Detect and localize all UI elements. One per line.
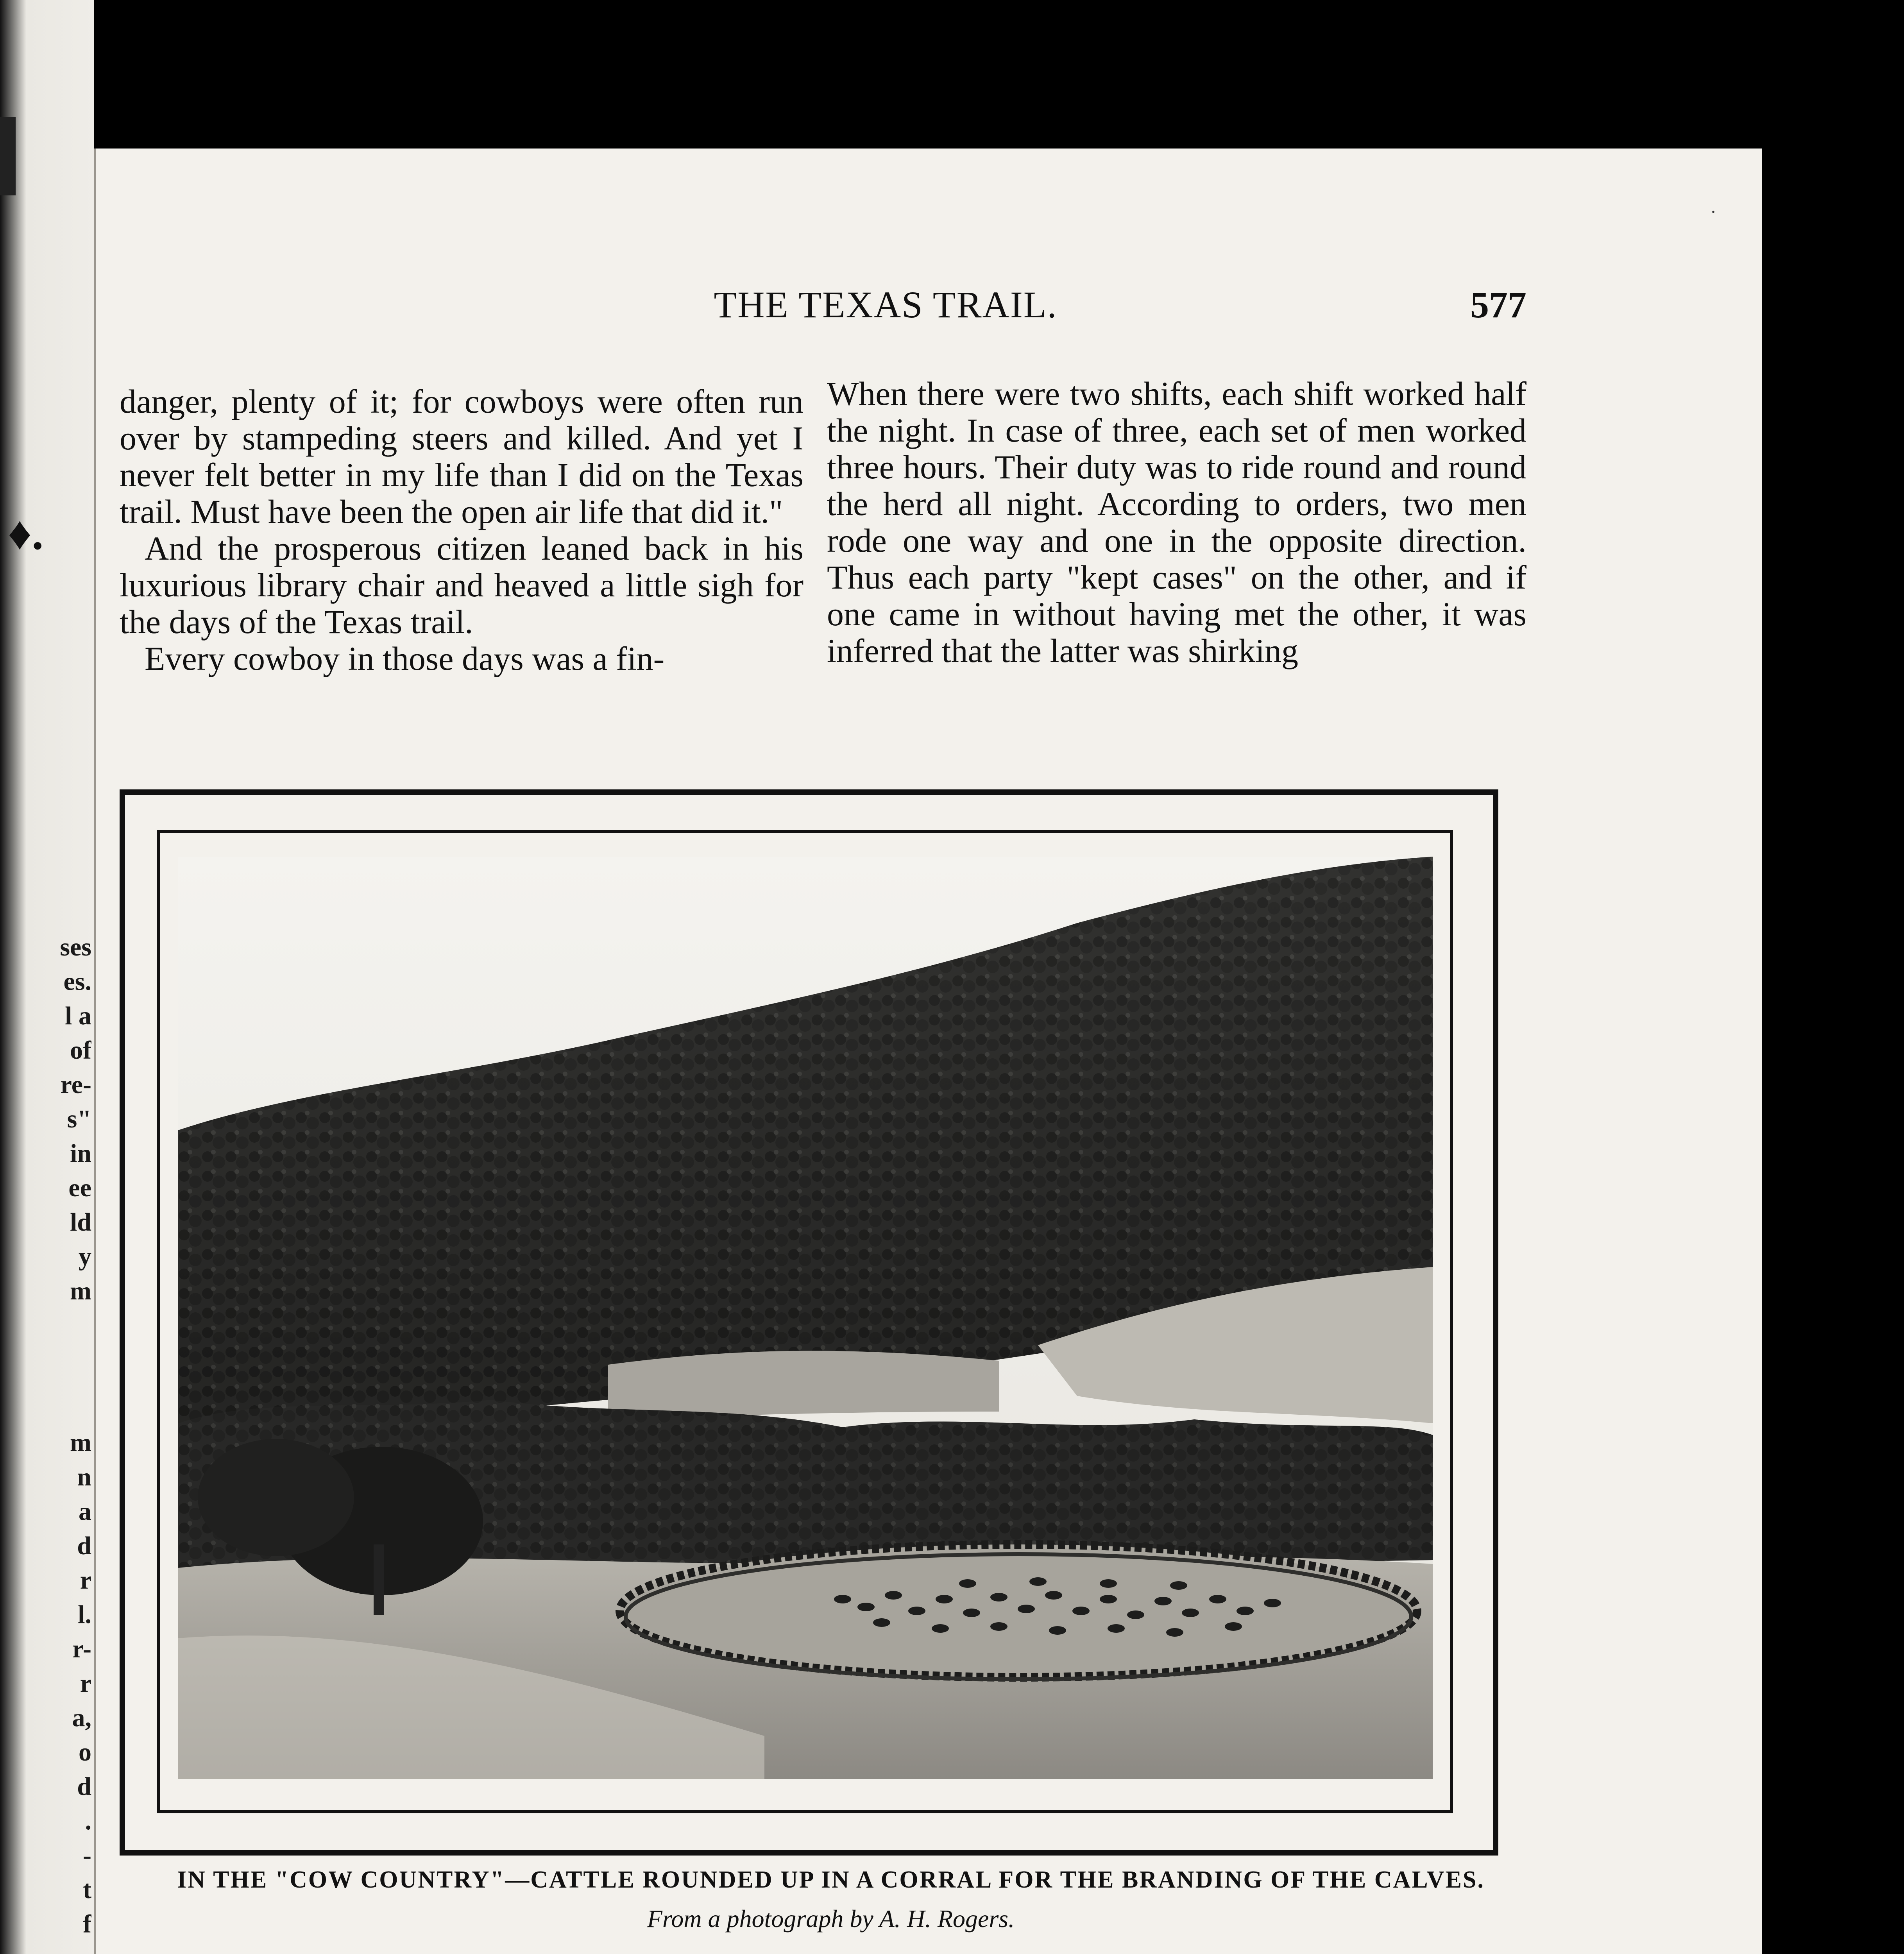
- adjacent-page-fragment: o: [79, 1738, 91, 1766]
- adjacent-page-fragment: r-: [72, 1635, 91, 1663]
- adjacent-page-text-fragments: [45, 930, 91, 1941]
- adjacent-page-fragment: f: [83, 1910, 91, 1938]
- scan-edge-mark: [0, 117, 16, 195]
- adjacent-page-fragment: re-: [60, 1070, 91, 1099]
- photo-outer-frame: [120, 789, 1498, 1856]
- adjacent-page-fragment: a,: [72, 1703, 91, 1732]
- adjacent-page-edge: [0, 0, 94, 1954]
- adjacent-page-fragment: d: [77, 1772, 91, 1801]
- adjacent-page-fragment: es.: [63, 967, 91, 996]
- adjacent-page-fragment: t: [83, 1875, 91, 1904]
- adjacent-page-fragment: m: [70, 1277, 91, 1305]
- adjacent-page-mark: ♦.: [8, 507, 44, 559]
- adjacent-page-fragment: l a: [65, 1002, 91, 1030]
- adjacent-page-fragment: y: [79, 1242, 91, 1271]
- running-header-title: THE TEXAS TRAIL.: [714, 284, 1058, 326]
- page-speck: ·: [1710, 202, 1716, 222]
- paragraph: danger, plenty of it; for cowboys were often run over by stampeding steers and killed. And yet I never felt better in my life than I did on the Texas trail. Must have been the open air life that did it.": [120, 383, 803, 530]
- adjacent-page-fragment: s": [67, 1105, 91, 1133]
- adjacent-page-fragment: ld: [70, 1208, 91, 1236]
- fragment-gap: [45, 1308, 91, 1426]
- figure-credit: From a photograph by A. H. Rogers.: [647, 1905, 1015, 1933]
- adjacent-page-fragment: .: [85, 1807, 91, 1835]
- adjacent-page-fragment: -: [83, 1841, 91, 1870]
- paragraph: And the prosperous citizen leaned back in his luxurious library chair and heaved a little sigh for the days of the Texas trail.: [120, 530, 803, 641]
- adjacent-page-fragment: ses: [60, 933, 91, 961]
- figure-caption: IN THE "COW COUNTRY"—CATTLE ROUNDED UP IN A CORRAL FOR THE BRANDING OF THE CALVES.: [177, 1866, 1485, 1893]
- paragraph: Every cowboy in those days was a fin-: [145, 640, 665, 677]
- adjacent-page-fragment: in: [70, 1139, 91, 1168]
- corral-photograph-image: [178, 857, 1433, 1779]
- paragraph: When there were two shifts, each shift worked half the night. In case of three, each set of men worked three hours. Their duty was to ride round and round the herd all night. According to orders, two men rode one way and one in the opposite direction. Thus each party "kept cases" on the other, and if one came in without having met the other, it was inferred that the latter was shirking: [827, 375, 1526, 669]
- photo-plate: [120, 789, 1526, 1954]
- corral-photograph: [178, 857, 1433, 1779]
- page-number: 577: [1470, 284, 1526, 326]
- adjacent-page-fragment: r: [80, 1669, 91, 1698]
- adjacent-page-fragment: d: [77, 1532, 91, 1560]
- adjacent-page-fragment: ee: [68, 1174, 91, 1202]
- adjacent-page-fragment: of: [70, 1036, 91, 1065]
- adjacent-page-fragment: m: [70, 1428, 91, 1457]
- adjacent-page-fragment: a: [79, 1497, 91, 1526]
- adjacent-page-fragment: r: [80, 1566, 91, 1594]
- adjacent-page-fragment: l.: [78, 1600, 91, 1629]
- photo-inner-frame: [157, 830, 1453, 1813]
- adjacent-page-fragment: n: [77, 1463, 91, 1491]
- magazine-page: [94, 149, 1762, 1954]
